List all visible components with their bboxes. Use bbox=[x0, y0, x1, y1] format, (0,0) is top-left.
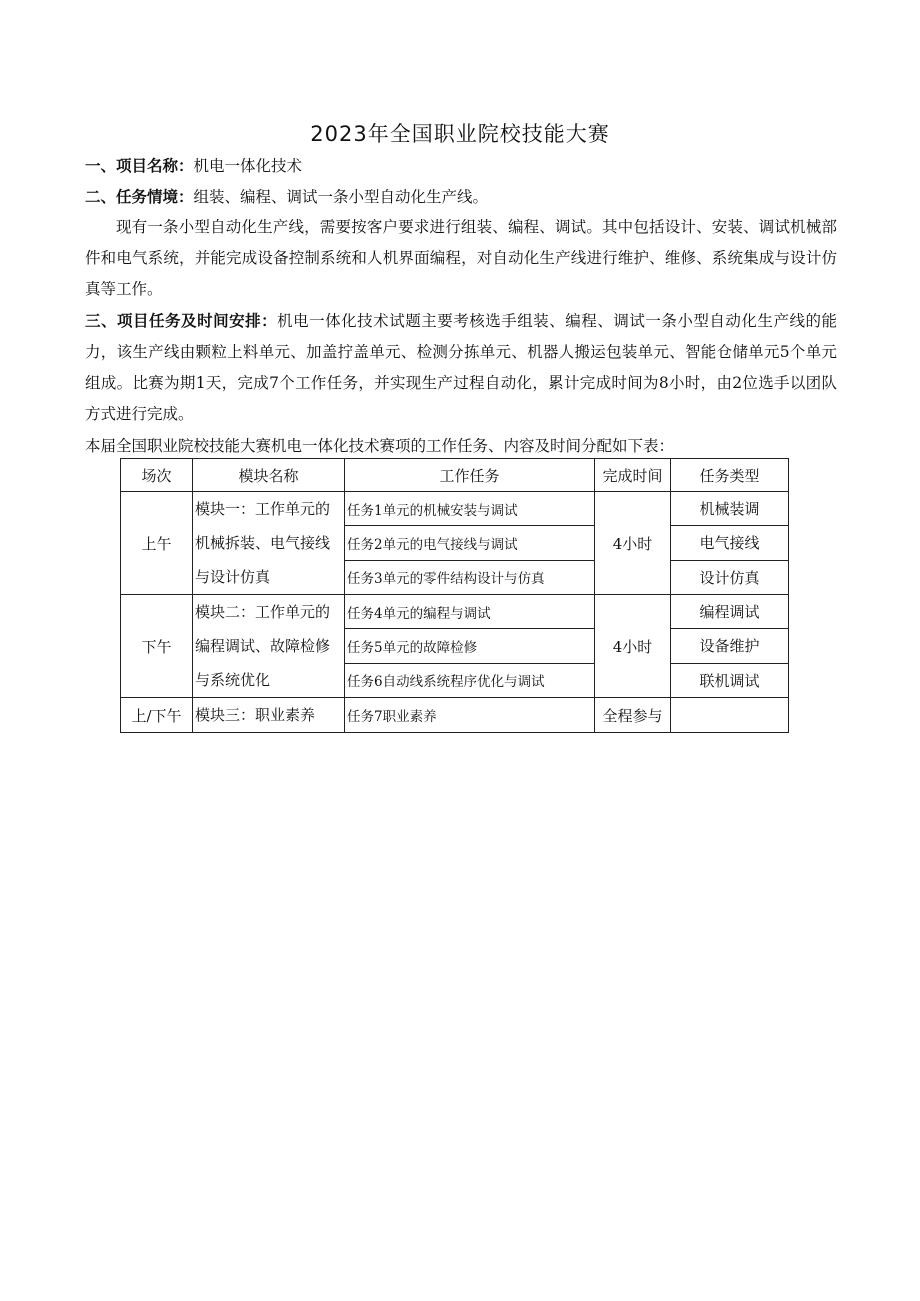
task-3: 任务3单元的零件结构设计与仿真 bbox=[345, 560, 595, 594]
task-2: 任务2单元的电气接线与调试 bbox=[345, 526, 595, 560]
type-5: 设备维护 bbox=[671, 629, 789, 663]
type-3: 设计仿真 bbox=[671, 560, 789, 594]
task-6: 任务6自动线系统程序优化与调试 bbox=[345, 663, 595, 697]
time-allday: 全程参与 bbox=[595, 698, 671, 733]
task-5: 任务5单元的故障检修 bbox=[345, 629, 595, 663]
project-name-text: 机电一体化技术 bbox=[193, 157, 303, 175]
task-table bbox=[120, 458, 789, 733]
type-4: 编程调试 bbox=[671, 595, 789, 629]
task-7: 任务7职业素养 bbox=[345, 698, 595, 733]
time-afternoon: 4小时 bbox=[595, 595, 671, 698]
table-row bbox=[121, 492, 789, 526]
module-two: 模块二：工作单元的编程调试、故障检修与系统优化 bbox=[193, 595, 345, 698]
table-row bbox=[121, 595, 789, 629]
header-time: 完成时间 bbox=[595, 459, 671, 492]
task-scenario-label: 二、任务情境： bbox=[85, 187, 194, 206]
table-header-row bbox=[121, 459, 789, 492]
header-module: 模块名称 bbox=[193, 459, 345, 492]
table-row bbox=[121, 698, 789, 733]
type-2: 电气接线 bbox=[671, 526, 789, 560]
table-intro: 本届全国职业院校技能大赛机电一体化技术赛项的工作任务、内容及时间分配如下表： bbox=[85, 437, 675, 455]
time-morning: 4小时 bbox=[595, 492, 671, 595]
task-1: 任务1单元的机械安装与调试 bbox=[345, 492, 595, 526]
task-schedule-text: 机电一体化技术试题主要考核选手组装、编程、调试一条小型自动化生产线的能力，该生产线由颗粒上料单元、加盖拧盖单元、检测分拣单元、机器人搬运包装单元、智能仓储单元5个单元组成。比赛为期1天，完成7个工作任务，并实现生产过程自动化，累计完成时间为8小时，由2位选手以团队方式进行完成。 bbox=[85, 312, 837, 423]
type-1: 机械装调 bbox=[671, 492, 789, 526]
task-scenario-text: 组装、编程、调试一条小型自动化生产线。 bbox=[193, 188, 489, 206]
intro-paragraph: 现有一条小型自动化生产线，需要按客户要求进行组装、编程、调试。其中包括设计、安装、调试机械部件和电气系统，并能完成设备控制系统和人机界面编程，对自动化生产线进行维护、维修、系统集成与设计仿真等工作。 bbox=[85, 218, 837, 298]
page-title: 2023年全国职业院校技能大赛 bbox=[310, 122, 610, 146]
project-name bbox=[85, 150, 837, 182]
header-session: 场次 bbox=[121, 459, 193, 492]
module-three: 模块三：职业素养 bbox=[193, 698, 345, 733]
header-task: 工作任务 bbox=[345, 459, 595, 492]
header-type: 任务类型 bbox=[671, 459, 789, 492]
type-6: 联机调试 bbox=[671, 663, 789, 697]
task-schedule-label: 三、项目任务及时间安排： bbox=[85, 311, 278, 330]
type-7 bbox=[671, 698, 789, 733]
session-afternoon: 下午 bbox=[121, 595, 193, 698]
session-allday: 上/下午 bbox=[121, 698, 193, 733]
project-name-label: 一、项目名称： bbox=[85, 156, 194, 175]
session-morning: 上午 bbox=[121, 492, 193, 595]
task-4: 任务4单元的编程与调试 bbox=[345, 595, 595, 629]
task-scenario bbox=[85, 181, 837, 213]
module-one: 模块一：工作单元的机械拆装、电气接线与设计仿真 bbox=[193, 492, 345, 595]
task-schedule bbox=[85, 305, 837, 430]
